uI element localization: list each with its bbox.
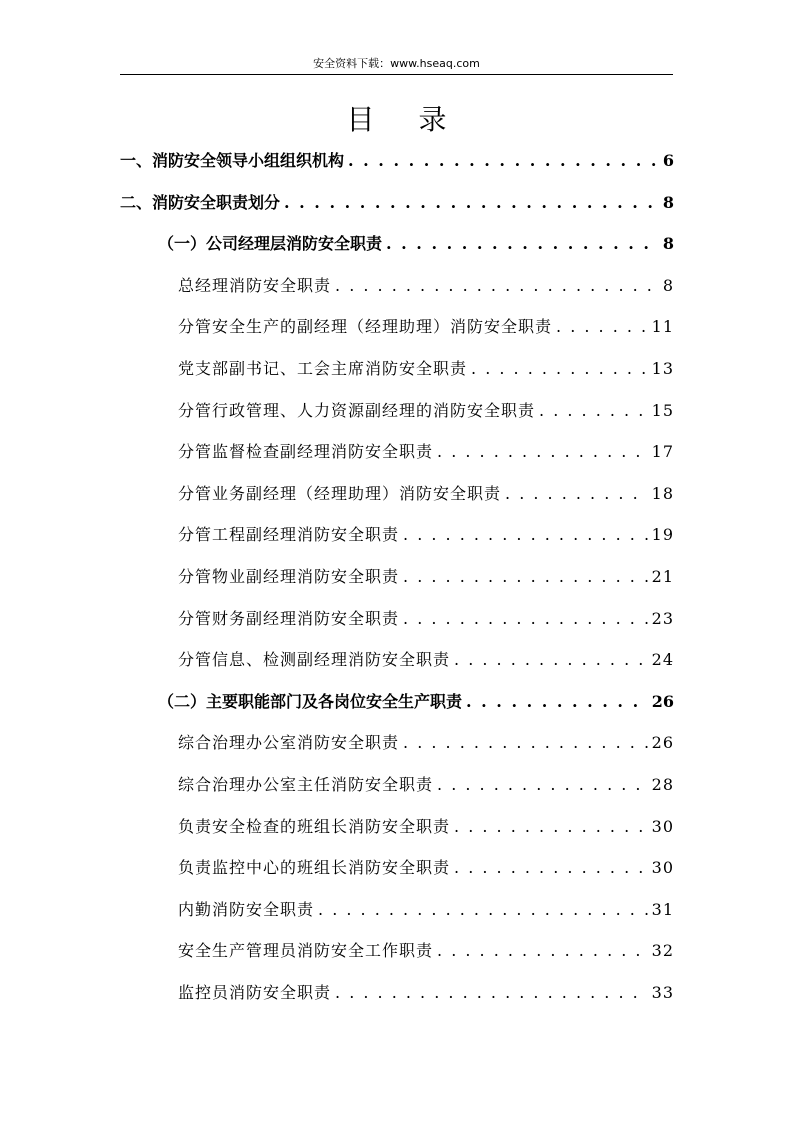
toc-entry[interactable] [178, 772, 674, 795]
toc-entry[interactable] [178, 522, 674, 545]
toc-entry-page-number: 33 [651, 983, 674, 1002]
toc-entry[interactable] [178, 564, 674, 587]
toc-entry-page-number: 18 [651, 483, 674, 503]
toc-entry-page-number: 6 [662, 151, 674, 170]
toc-entry-label: 分管信息、检测副经理消防安全职责 [178, 650, 451, 670]
toc-dot-leader [403, 609, 648, 628]
toc-entry-label: 党支部副书记、工会主席消防安全职责 [178, 359, 468, 378]
toc-entry[interactable] [178, 314, 674, 337]
toc-entry-label: 分管业务副经理（经理助理）消防安全职责 [178, 483, 502, 503]
toc-dot-leader [318, 900, 648, 919]
toc-entry-label: 一、消防安全领导小组组织机构 [120, 151, 345, 170]
toc-entry-label: 监控员消防安全职责 [178, 983, 332, 1002]
toc-entry-label: 分管行政管理、人力资源副经理的消防安全职责 [178, 400, 536, 420]
toc-dot-leader [403, 567, 648, 586]
toc-entry-label: （一）公司经理层消防安全职责 [158, 234, 383, 254]
toc-dot-leader [386, 234, 659, 253]
toc-entry-label: 二、消防安全职责划分 [120, 192, 281, 212]
toc-entry[interactable] [178, 481, 674, 504]
toc-entry-page-number: 8 [662, 234, 674, 254]
toc-entry[interactable] [178, 855, 674, 878]
toc-entry-page-number: 30 [651, 858, 674, 878]
toc-entry-page-number: 17 [651, 442, 674, 462]
toc-entry[interactable] [120, 190, 674, 213]
toc-dot-leader [505, 484, 648, 503]
toc-entry-label: 内勤消防安全职责 [178, 899, 315, 919]
toc-entry-page-number: 15 [651, 400, 674, 420]
toc-dot-leader [403, 525, 648, 544]
toc-entry-page-number: 23 [651, 608, 674, 628]
toc-entry[interactable] [178, 730, 674, 753]
toc-entry-label: 安全生产管理员消防安全工作职责 [178, 941, 434, 961]
toc-entry-label: 分管财务副经理消防安全职责 [178, 608, 400, 628]
toc-dot-leader [556, 317, 648, 336]
toc-dot-leader [454, 858, 648, 877]
toc-dot-leader [471, 359, 648, 378]
toc-dot-leader [403, 733, 648, 752]
toc-dot-leader [335, 983, 648, 1002]
toc-dot-leader [437, 442, 648, 461]
toc-entry-page-number: 19 [651, 525, 674, 545]
toc-entry-page-number: 30 [651, 816, 674, 836]
toc-entry[interactable] [178, 398, 674, 421]
toc-entry-page-number: 28 [651, 775, 674, 794]
toc-entry-label: 综合治理办公室主任消防安全职责 [178, 775, 434, 794]
toc-entry-page-number: 32 [651, 941, 674, 961]
toc-entry[interactable] [158, 231, 674, 254]
toc-entry-label: 分管工程副经理消防安全职责 [178, 525, 400, 545]
toc-dot-leader [437, 941, 648, 960]
toc-dot-leader [284, 193, 659, 212]
toc-entry-page-number: 26 [651, 733, 674, 753]
toc-entry[interactable] [178, 814, 674, 837]
toc-entry[interactable] [178, 938, 674, 961]
toc-dot-leader [437, 775, 648, 794]
toc-entry[interactable] [178, 273, 674, 296]
page-header: 安全资料下载：www.hseaq.com [313, 57, 480, 70]
toc-dot-leader [539, 401, 648, 420]
toc-entry-label: （二）主要职能部门及各岗位安全生产职责 [158, 691, 463, 711]
toc-entry-label: 负责安全检查的班组长消防安全职责 [178, 816, 451, 836]
toc-entry[interactable] [178, 647, 674, 670]
toc-entry-label: 负责监控中心的班组长消防安全职责 [178, 858, 451, 878]
page-title: 目录 [346, 103, 491, 136]
toc-entry-page-number: 24 [651, 650, 674, 670]
toc-entry-page-number: 21 [651, 567, 674, 586]
toc-dot-leader [466, 692, 648, 711]
toc-dot-leader [348, 151, 659, 170]
toc-entry-label: 综合治理办公室消防安全职责 [178, 733, 400, 753]
toc-dot-leader [335, 276, 659, 295]
toc-entry[interactable] [120, 148, 674, 171]
toc-entry-page-number: 8 [662, 275, 674, 295]
toc-entry-page-number: 8 [662, 192, 674, 212]
toc-entry[interactable] [178, 897, 674, 920]
toc-entry-label: 总经理消防安全职责 [178, 275, 332, 295]
toc-entry[interactable] [178, 356, 674, 379]
toc-dot-leader [454, 817, 648, 836]
toc-entry[interactable] [178, 606, 674, 629]
toc-entry[interactable] [158, 689, 674, 712]
toc-entry[interactable] [178, 980, 674, 1003]
toc-entry-page-number: 31 [651, 899, 674, 919]
toc-dot-leader [454, 650, 648, 669]
toc-entry-page-number: 26 [651, 691, 674, 711]
toc-entry[interactable] [178, 439, 674, 462]
toc-entry-page-number: 13 [651, 359, 674, 378]
toc-entry-label: 分管安全生产的副经理（经理助理）消防安全职责 [178, 317, 553, 337]
toc-entry-label: 分管监督检查副经理消防安全职责 [178, 442, 434, 462]
toc-entry-label: 分管物业副经理消防安全职责 [178, 567, 400, 586]
toc-entry-page-number: 11 [651, 317, 674, 337]
